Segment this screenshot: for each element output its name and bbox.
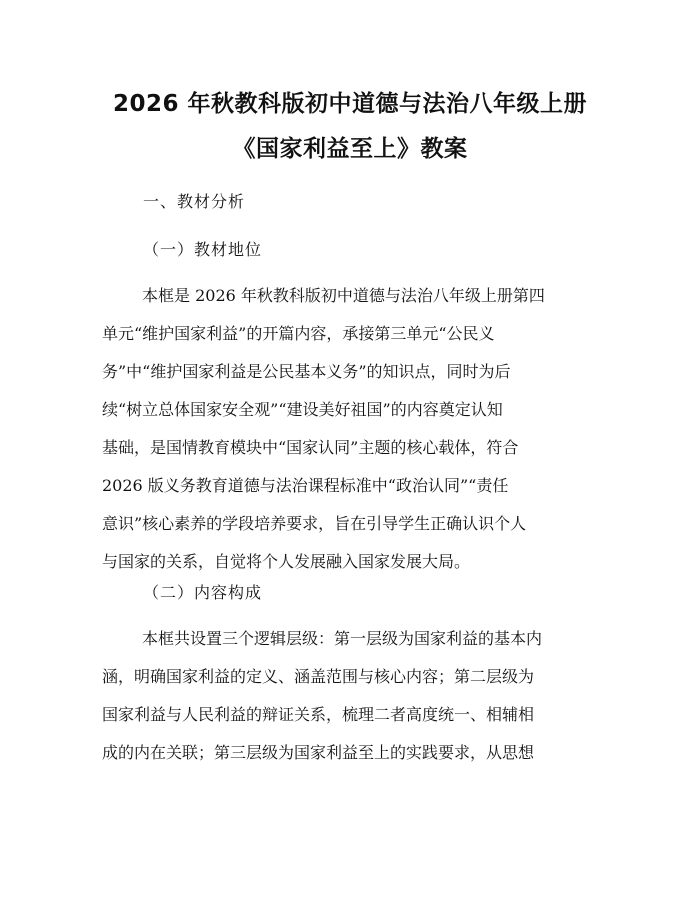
- paragraph-content-structure: [102, 620, 600, 772]
- paragraph-line: 基础，是国情教育模块中“国家认同”主题的核心载体，符合: [102, 438, 519, 457]
- document-title-line-1: 2026 年秋教科版初中道德与法治八年级上册: [112, 91, 588, 117]
- paragraph-line: 续“树立总体国家安全观”“建设美好祖国”的内容奠定认知: [102, 400, 503, 419]
- subheading-textbook-position: （一）教材地位: [143, 240, 263, 259]
- paragraph-line: 与国家的关系，自觉将个人发展融入国家发展大局。: [102, 552, 471, 571]
- document-title-line-2: 《国家利益至上》教案: [232, 136, 468, 162]
- paragraph-line: 本框是 2026 年秋教科版初中道德与法治八年级上册第四: [142, 286, 545, 305]
- paragraph-line: 国家利益与人民利益的辩证关系，梳理二者高度统一、相辅相: [102, 705, 535, 724]
- paragraph-line: 涵，明确国家利益的定义、涵盖范围与核心内容；第二层级为: [102, 667, 535, 686]
- paragraph-textbook-position: [102, 277, 600, 581]
- paragraph-line: 本框共设置三个逻辑层级：第一层级为国家利益的基本内: [142, 629, 543, 648]
- paragraph-line: 务”中“维护国家利益是公民基本义务”的知识点，同时为后: [102, 362, 511, 381]
- paragraph-line: 意识”核心素养的学段培养要求，旨在引导学生正确认识个人: [102, 514, 527, 533]
- paragraph-line: 成的内在关联；第三层级为国家利益至上的实践要求，从思想: [102, 743, 535, 762]
- paragraph-line: 单元“维护国家利益”的开篇内容，承接第三单元“公民义: [102, 324, 495, 343]
- section-heading-textbook-analysis: 一、教材分析: [143, 192, 246, 211]
- subheading-content-structure: （二）内容构成: [143, 583, 263, 602]
- paragraph-line: 2026 版义务教育道德与法治课程标准中“政治认同”“责任: [102, 476, 509, 495]
